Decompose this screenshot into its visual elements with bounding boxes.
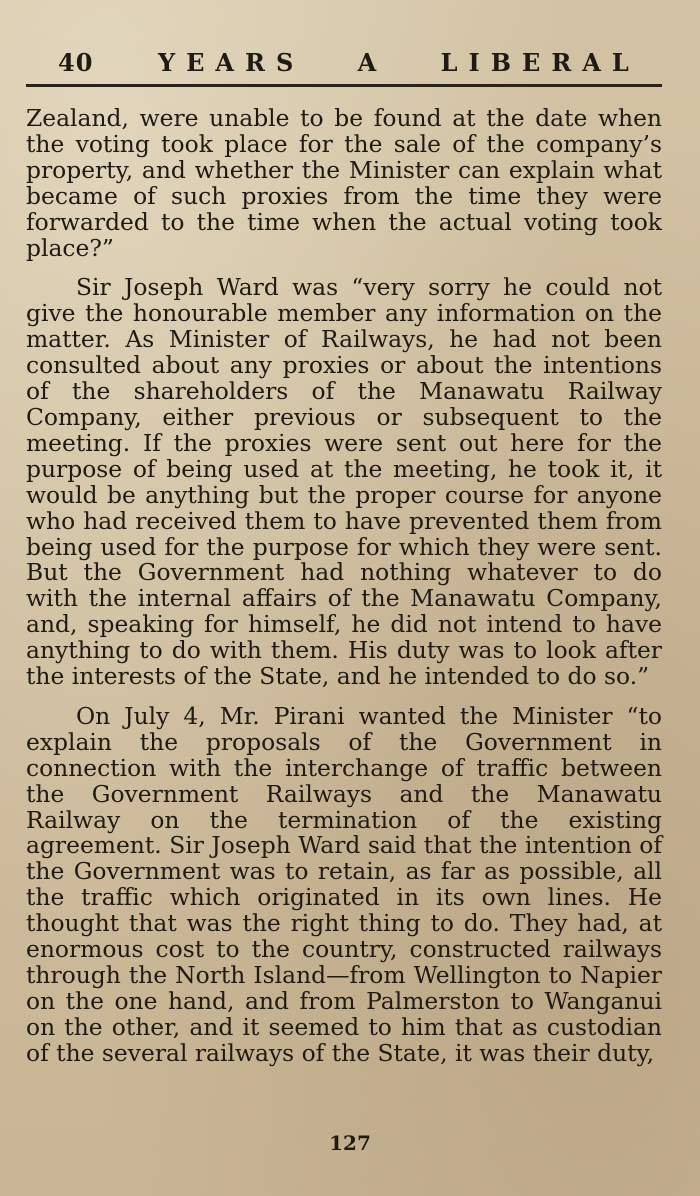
folio-number: 127: [329, 1131, 371, 1155]
paragraph: Zealand, were unable to be found at the date when the voting took place for the sale of the company’s property, and whether the Minister can explain what became of such proxies from the time they were forwarded to the time when the actual voting took place?”: [26, 104, 662, 262]
paragraph: On July 4, Mr. Pirani wanted the Minister “to explain the proposals of the Government in connection with the interchange of traffic between the Government Railways and the Manawatu Railway on the termination of the existing agreement. Sir Joseph Ward said that the intention of the Government was to retain, as far as possible, all the traffic which originated in its own lines. He thought that was the right thing to do. They had, at enormous cost to the country, constructed railways through the North Island—from Wellington to Napier on the one hand, and from Palmerston to Wanganui on the other, and it seemed to him that as custodian of the several railways of the State, it was their duty,: [26, 701, 662, 1067]
page-number: 40: [58, 48, 94, 77]
paragraph: Sir Joseph Ward was “very sorry he could not give the honourable member any information on the matter. As Minister of Railways, he had not been consulted about any proxies or about the intentions of the shareholders of the Manawatu Railway Company, either previous or subsequent to the meeting. If the proxies were sent out here for the purpose of being used at the meeting, he took it, it would be anything but the proper course for anyone who had received them to have prevented them from being used for the purpose for which they were sent. But the Government had nothing whatever to do with the internal affairs of the Manawatu Company, and, speaking for himself, he did not intend to have anything to do with them. His duty was to look after the interests of the State, and he intended to do so.”: [26, 273, 662, 691]
running-title: YEARS A LIBERAL: [158, 48, 640, 77]
body-text: [26, 106, 662, 1081]
header-rule: [26, 84, 662, 87]
running-header: [58, 42, 658, 82]
